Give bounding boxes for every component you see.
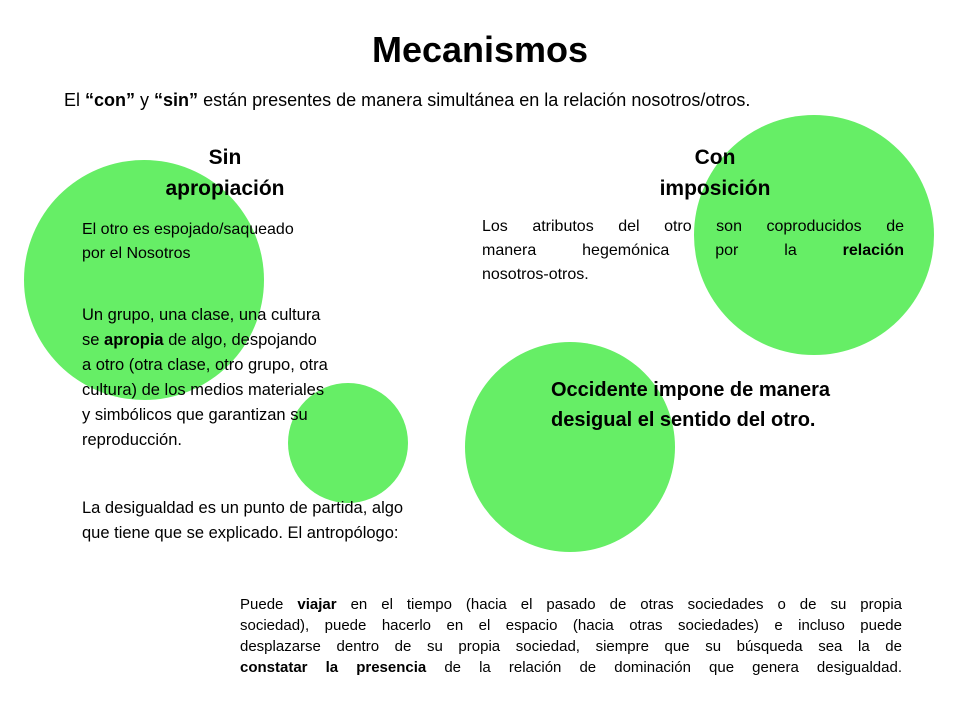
left-p1-line1: El otro es espojado/saqueado <box>82 221 294 238</box>
page-title: Mecanismos <box>371 29 589 70</box>
bottom-line4-post: de la relación de dominación que genera desigualdad. <box>426 659 902 676</box>
right-paragraph-2 <box>551 375 830 435</box>
right-paragraph-1 <box>482 215 904 287</box>
left-paragraph-3 <box>82 496 403 546</box>
bottom-line1-post: en el tiempo (hacia el pasado de otras sociedades o de su propia <box>336 596 902 613</box>
subtitle-text-2: y <box>135 90 155 110</box>
left-p2-line5: y simbólicos que garantizan su <box>82 406 308 424</box>
heading-sin-apropiacion <box>130 142 320 204</box>
left-paragraph-1 <box>82 218 294 266</box>
green-circle-center <box>465 342 675 552</box>
heading-con-imposicion <box>620 142 810 204</box>
bottom-line1-pre: Puede <box>240 596 298 613</box>
left-p2-line2-pre: se <box>82 331 105 349</box>
right-p2-line2: desigual el sentido del otro. <box>551 409 816 431</box>
heading-sin-line2: apropiación <box>165 177 285 200</box>
left-p1-line2: por el Nosotros <box>82 245 191 262</box>
heading-con-line2: imposición <box>659 177 771 200</box>
subtitle-text-3: están presentes de manera simultánea en la relación nosotros/otros. <box>198 90 751 110</box>
bottom-paragraph <box>240 594 902 678</box>
left-p2-line3: a otro (otra clase, otro grupo, otra <box>82 356 328 374</box>
right-p1-line2 <box>482 239 904 263</box>
left-p2-line4: cultura) de los medios materiales <box>82 381 325 399</box>
subtitle-con: “con” <box>85 90 136 110</box>
bottom-viajar: viajar <box>297 596 337 613</box>
right-p1-line2-pre: manera hegemónica por la <box>482 242 843 259</box>
left-p3-line1: La desigualdad es un punto de partida, algo <box>82 499 404 517</box>
left-p2-apropia: apropia <box>104 331 164 349</box>
left-p2-line6: reproducción. <box>82 431 182 449</box>
right-p1-line3: nosotros-otros. <box>482 266 589 283</box>
bottom-line4 <box>240 657 902 678</box>
bottom-constatar: constatar la presencia <box>240 659 427 676</box>
left-p2-line2 <box>82 328 328 353</box>
heading-con-line1: Con <box>694 146 736 169</box>
bottom-line1 <box>240 594 902 615</box>
right-p2-line1: Occidente impone de manera <box>551 379 830 401</box>
subtitle-sin: “sin” <box>154 90 199 110</box>
right-p1-relacion: relación <box>842 242 904 259</box>
bottom-line2: sociedad), puede hacerlo en el espacio (hacia otras sociedades) e incluso puede <box>240 617 902 634</box>
left-p3-line2: que tiene que se explicado. El antropólogo: <box>82 524 399 542</box>
left-paragraph-2 <box>82 303 328 453</box>
subtitle-text-1: El <box>64 90 86 110</box>
subtitle <box>64 88 750 112</box>
bottom-line3: desplazarse dentro de su propia sociedad, siempre que su búsqueda sea la de <box>240 638 902 655</box>
right-p1-line1: Los atributos del otro son coproducidos de <box>482 218 904 235</box>
left-p2-line1: Un grupo, una clase, una cultura <box>82 306 321 324</box>
left-p2-line2-post: de algo, despojando <box>163 331 317 349</box>
heading-sin-line1: Sin <box>208 146 242 169</box>
